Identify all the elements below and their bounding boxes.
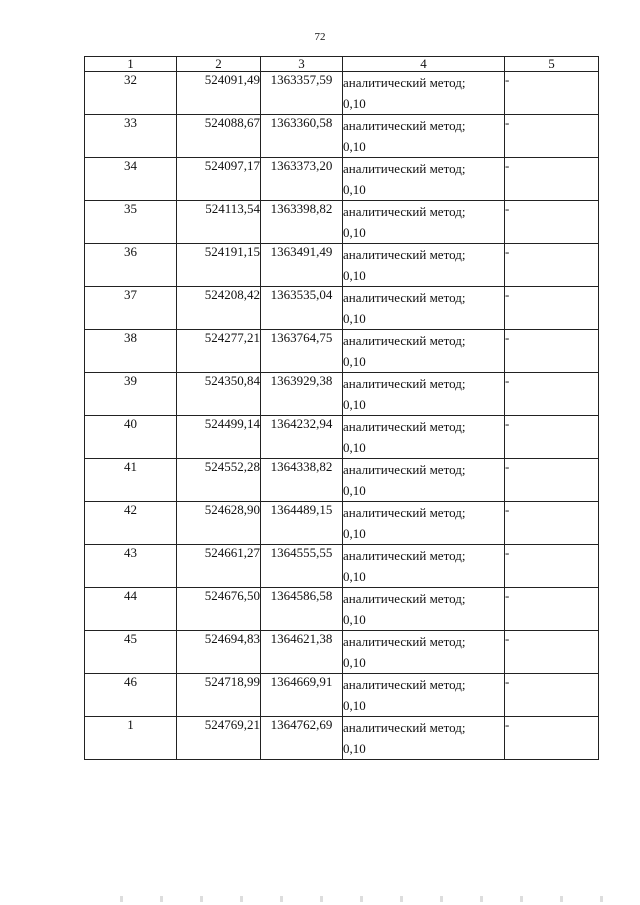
table-row <box>85 72 599 115</box>
table-header-row <box>85 57 599 72</box>
note-cell: - <box>505 115 599 158</box>
point-number-cell: 45 <box>85 631 177 674</box>
x-coordinate-cell: 524091,49 <box>177 72 261 115</box>
note-cell: - <box>505 330 599 373</box>
y-coordinate-cell: 1364489,15 <box>261 502 343 545</box>
table-row <box>85 115 599 158</box>
column-header-4: 4 <box>343 57 505 72</box>
point-number-cell: 42 <box>85 502 177 545</box>
accuracy-text: 0,10 <box>343 182 366 197</box>
table-row <box>85 287 599 330</box>
method-text: аналитический метод; <box>343 634 466 649</box>
x-coordinate-cell: 524208,42 <box>177 287 261 330</box>
method-text: аналитический метод; <box>343 419 466 434</box>
table-row <box>85 545 599 588</box>
method-text: аналитический метод; <box>343 462 466 477</box>
y-coordinate-cell: 1363929,38 <box>261 373 343 416</box>
note-cell: - <box>505 717 599 760</box>
column-header-2: 2 <box>177 57 261 72</box>
y-coordinate-cell: 1363398,82 <box>261 201 343 244</box>
accuracy-text: 0,10 <box>343 655 366 670</box>
accuracy-text: 0,10 <box>343 483 366 498</box>
table-row <box>85 459 599 502</box>
point-number-cell: 43 <box>85 545 177 588</box>
table-row <box>85 502 599 545</box>
point-number-cell: 41 <box>85 459 177 502</box>
point-number-cell: 40 <box>85 416 177 459</box>
method-text: аналитический метод; <box>343 161 466 176</box>
y-coordinate-cell: 1363373,20 <box>261 158 343 201</box>
point-number-cell: 35 <box>85 201 177 244</box>
y-coordinate-cell: 1364621,38 <box>261 631 343 674</box>
point-number-cell: 46 <box>85 674 177 717</box>
method-text: аналитический метод; <box>343 591 466 606</box>
point-number-cell: 34 <box>85 158 177 201</box>
y-coordinate-cell: 1364338,82 <box>261 459 343 502</box>
note-cell: - <box>505 631 599 674</box>
point-number-cell: 38 <box>85 330 177 373</box>
method-text: аналитический метод; <box>343 376 466 391</box>
method-cell <box>343 115 505 158</box>
accuracy-text: 0,10 <box>343 268 366 283</box>
table-row <box>85 201 599 244</box>
method-cell <box>343 674 505 717</box>
point-number-cell: 39 <box>85 373 177 416</box>
method-text: аналитический метод; <box>343 247 466 262</box>
method-cell <box>343 588 505 631</box>
accuracy-text: 0,10 <box>343 225 366 240</box>
point-number-cell: 36 <box>85 244 177 287</box>
page-number: 72 <box>314 31 326 43</box>
coordinates-table <box>84 56 599 760</box>
x-coordinate-cell: 524718,99 <box>177 674 261 717</box>
method-text: аналитический метод; <box>343 118 466 133</box>
note-cell: - <box>505 416 599 459</box>
x-coordinate-cell: 524694,83 <box>177 631 261 674</box>
note-cell: - <box>505 373 599 416</box>
table-row <box>85 588 599 631</box>
column-header-3: 3 <box>261 57 343 72</box>
table-row <box>85 330 599 373</box>
x-coordinate-cell: 524191,15 <box>177 244 261 287</box>
point-number-cell: 33 <box>85 115 177 158</box>
x-coordinate-cell: 524350,84 <box>177 373 261 416</box>
note-cell: - <box>505 244 599 287</box>
method-cell <box>343 631 505 674</box>
scan-noise <box>120 896 640 902</box>
accuracy-text: 0,10 <box>343 311 366 326</box>
method-cell <box>343 545 505 588</box>
accuracy-text: 0,10 <box>343 440 366 455</box>
y-coordinate-cell: 1364762,69 <box>261 717 343 760</box>
method-cell <box>343 459 505 502</box>
point-number-cell: 1 <box>85 717 177 760</box>
table-row <box>85 674 599 717</box>
method-cell <box>343 330 505 373</box>
x-coordinate-cell: 524661,27 <box>177 545 261 588</box>
table-row <box>85 717 599 760</box>
y-coordinate-cell: 1364232,94 <box>261 416 343 459</box>
method-text: аналитический метод; <box>343 505 466 520</box>
x-coordinate-cell: 524113,54 <box>177 201 261 244</box>
table-body <box>85 72 599 760</box>
x-coordinate-cell: 524088,67 <box>177 115 261 158</box>
method-cell <box>343 158 505 201</box>
y-coordinate-cell: 1363357,59 <box>261 72 343 115</box>
point-number-cell: 37 <box>85 287 177 330</box>
method-cell <box>343 244 505 287</box>
x-coordinate-cell: 524769,21 <box>177 717 261 760</box>
table-row <box>85 631 599 674</box>
y-coordinate-cell: 1364555,55 <box>261 545 343 588</box>
x-coordinate-cell: 524552,28 <box>177 459 261 502</box>
column-header-1: 1 <box>85 57 177 72</box>
x-coordinate-cell: 524628,90 <box>177 502 261 545</box>
x-coordinate-cell: 524097,17 <box>177 158 261 201</box>
table-row <box>85 158 599 201</box>
note-cell: - <box>505 502 599 545</box>
method-text: аналитический метод; <box>343 720 466 735</box>
note-cell: - <box>505 201 599 244</box>
x-coordinate-cell: 524676,50 <box>177 588 261 631</box>
point-number-cell: 44 <box>85 588 177 631</box>
column-header-5: 5 <box>505 57 599 72</box>
x-coordinate-cell: 524499,14 <box>177 416 261 459</box>
method-cell <box>343 416 505 459</box>
table-row <box>85 416 599 459</box>
method-cell <box>343 502 505 545</box>
method-cell <box>343 373 505 416</box>
method-text: аналитический метод; <box>343 548 466 563</box>
method-text: аналитический метод; <box>343 204 466 219</box>
accuracy-text: 0,10 <box>343 139 366 154</box>
note-cell: - <box>505 287 599 330</box>
method-cell <box>343 717 505 760</box>
accuracy-text: 0,10 <box>343 96 366 111</box>
note-cell: - <box>505 545 599 588</box>
y-coordinate-cell: 1363764,75 <box>261 330 343 373</box>
method-text: аналитический метод; <box>343 333 466 348</box>
accuracy-text: 0,10 <box>343 354 366 369</box>
note-cell: - <box>505 158 599 201</box>
accuracy-text: 0,10 <box>343 612 366 627</box>
point-number-cell: 32 <box>85 72 177 115</box>
y-coordinate-cell: 1363360,58 <box>261 115 343 158</box>
method-text: аналитический метод; <box>343 677 466 692</box>
table-row <box>85 373 599 416</box>
note-cell: - <box>505 588 599 631</box>
accuracy-text: 0,10 <box>343 526 366 541</box>
y-coordinate-cell: 1364669,91 <box>261 674 343 717</box>
method-cell <box>343 201 505 244</box>
y-coordinate-cell: 1364586,58 <box>261 588 343 631</box>
table-row <box>85 244 599 287</box>
accuracy-text: 0,10 <box>343 397 366 412</box>
note-cell: - <box>505 674 599 717</box>
method-text: аналитический метод; <box>343 75 466 90</box>
x-coordinate-cell: 524277,21 <box>177 330 261 373</box>
y-coordinate-cell: 1363535,04 <box>261 287 343 330</box>
accuracy-text: 0,10 <box>343 741 366 756</box>
method-cell <box>343 72 505 115</box>
accuracy-text: 0,10 <box>343 569 366 584</box>
note-cell: - <box>505 459 599 502</box>
y-coordinate-cell: 1363491,49 <box>261 244 343 287</box>
note-cell: - <box>505 72 599 115</box>
method-cell <box>343 287 505 330</box>
method-text: аналитический метод; <box>343 290 466 305</box>
accuracy-text: 0,10 <box>343 698 366 713</box>
